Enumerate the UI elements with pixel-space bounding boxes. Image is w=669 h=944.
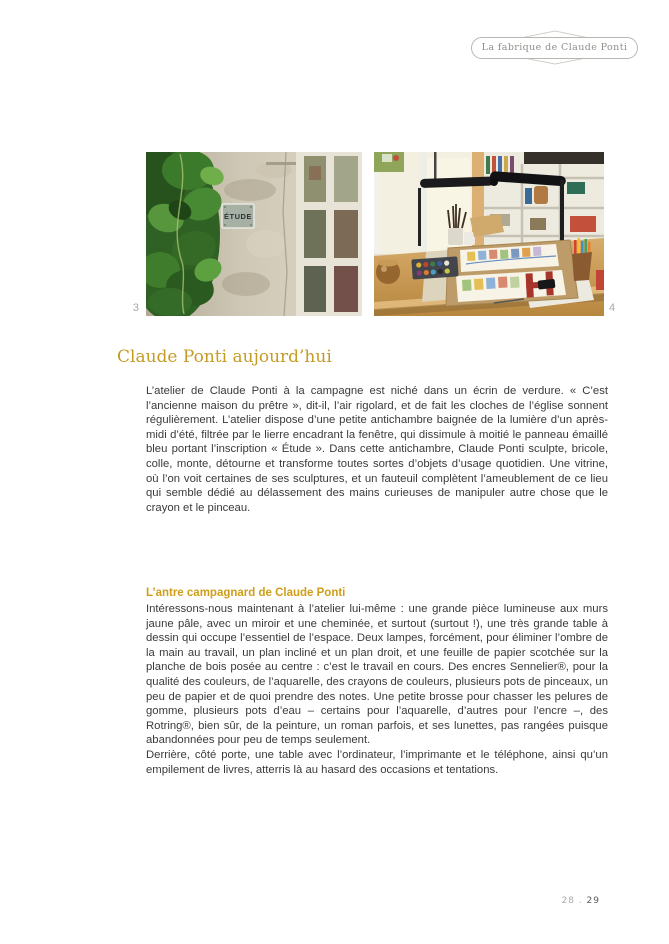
photo-drawing-table-art	[374, 152, 604, 316]
section-antre-campagnard	[146, 586, 608, 777]
photo-drawing-table	[374, 152, 604, 316]
paragraph-atelier-interieur: Intéressons-nous maintenant à l’atelier lui-même : une grande pièce lumineuse aux murs jaune pâle, avec un miroir et une cheminée, et surtout (surtout !), une très grande table à dessin qui occupe l’essentiel de l’espace. Deux lampes, forcément, pour éliminer l’ombre de la main au travail, un plan incliné et un plan droit, et une feuille de papier scotchée sur la planche de bois posée au centre : c’est le travail en cours. Des encres Sennelier®, pour la qualité des couleurs, de l’aquarelle, des crayons de couleurs, plusieurs pots de pinceaux, un peu de papier et de quoi prendre des notes. Une petite brosse pour chasser les pelures de gomme, plusieurs pots d’eau – certains pour l’aquarelle, d’autres pour l’encre –, des Rotring®, bien sûr, de la peinture, un roman parfois, et ses lunettes, pas rangées puisque abandonnées pour peu de temps seulement.	[146, 603, 608, 747]
section-heading: L’antre campagnard de Claude Ponti	[146, 587, 346, 599]
page-number-right: 29	[586, 896, 600, 906]
shelves	[484, 152, 604, 248]
page-number-separator: .	[574, 896, 587, 906]
paragraph-atelier: L’atelier de Claude Ponti à la campagne est niché dans un écrin de verdure. « C’est l’ancienne maison du prêtre », dit-il, l’air rigolard, et de fait les cloches de l’église sonnent régulièrement. L’atelier dispose d’une petite antichambre baignée de la lumière d’un après-midi d’été, filtrée par le lierre encadrant la fenêtre, qui dissimule à moitié le panneau émaillé bleu portant l’inscription « Étude ». Dans cette antichambre, Claude Ponti sculpte, bricole, colle, monte, détourne et transforme toutes sortes d’objets d’usage quotidien. Une vitrine, où l’on voit certaines de ses sculptures, et un fauteuil complètent l’ameublement de ce lieu qui semble dédié au délassement des mains curieuses de manipuler autre chose que le crayon et le pinceau.	[146, 385, 608, 514]
chapter-tag: La fabrique de Claude Ponti	[471, 37, 638, 59]
white-mug	[464, 232, 475, 245]
photo-number-4: 4	[609, 302, 616, 314]
intro-paragraph-block	[146, 384, 608, 515]
stapler	[538, 279, 556, 290]
page-number-left: 28	[561, 896, 575, 906]
photo-atelier-exterior-art	[146, 152, 362, 316]
photo-number-3: 3	[132, 302, 139, 314]
page-title: Claude Ponti aujourd’hui	[117, 347, 332, 367]
watercolor-palette	[411, 256, 458, 279]
etude-sign-text: ÉTUDE	[224, 212, 252, 221]
photo-atelier-exterior	[146, 152, 362, 316]
red-object	[596, 270, 604, 290]
paragraph-derriere: Derrière, côté porte, une table avec l’ordinateur, l’imprimante et le téléphone, ainsi qu’un empilement de livres, atterris là au hasard des occasions et tentations.	[146, 748, 608, 776]
pencil-cup	[572, 238, 592, 281]
etude-sign	[222, 204, 254, 228]
page-numbers	[460, 896, 600, 906]
window	[296, 152, 362, 316]
